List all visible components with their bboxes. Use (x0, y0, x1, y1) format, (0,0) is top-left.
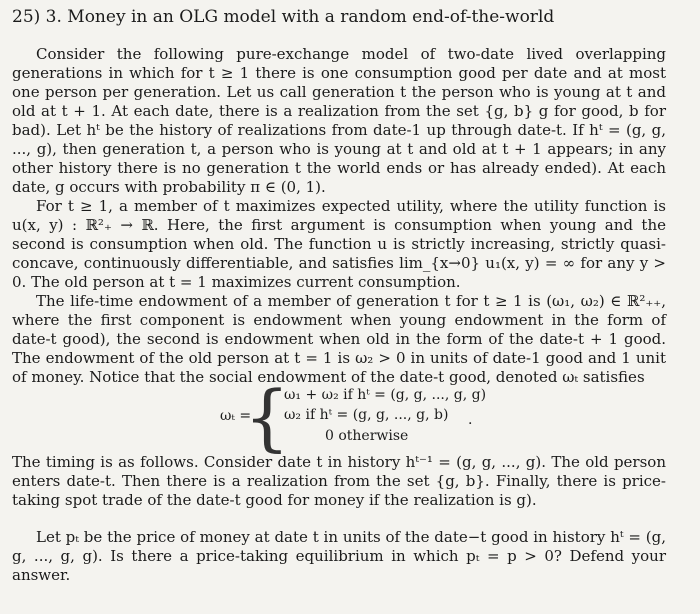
left-brace: { (244, 375, 290, 459)
equation-case-3: 0 otherwise (325, 428, 409, 444)
paragraph-timing: The timing is as follows. Consider date t in history hᵗ⁻¹ = (g, g, ..., g). The old person enters date-t. Then there is a realization from the set {g, b}. Finally, there is price-taking spot trade of the date-t good for money if the realization is g). (12, 453, 666, 509)
equation-case-1: ω₁ + ω₂ if hᵗ = (g, g, ..., g, g) (284, 387, 487, 403)
problem-title: 25) 3. Money in an OLG model with a random end-of-the-world (12, 7, 555, 27)
paragraph-model-setup: Consider the following pure-exchange model of two-date lived overlapping generations in which for t ≥ 1 there is one consumption good per date and at most one person per generation. Let us call generation t the person who is young at t and old at t + 1. At each date, there is a realization from the set {g, b} g for good, b for bad). Let hᵗ be the history of realizations from date-1 up through date-t. If hᵗ = (g, g, ..., g), then generation t, a person who is young at t and old at t + 1 appears; in any other history there is no generation t the world ends or has already ended). At each date, g occurs with probability π ∈ (0, 1). (12, 45, 666, 196)
equation-lhs: ωₜ = (220, 408, 252, 424)
equation-period: . (468, 412, 473, 428)
paragraph-endowment: The life-time endowment of a member of generation t for t ≥ 1 is (ω₁, ω₂) ∈ ℝ²₊₊, where the first component is endowment when young endowment in the form of date-t good), the second is endowment when old in the form of the date-t + 1 good. The endowment of the old person at t = 1 is ω₂ > 0 in units of date-1 good and 1 unit of money. Notice that the social endowment of the date-t good, denoted ωₜ satisfies (12, 292, 666, 386)
equation-case-2: ω₂ if hᵗ = (g, g, ..., g, b) (284, 407, 449, 423)
paragraph-question: Let pₜ be the price of money at date t in units of the date−t good in history hᵗ = (g, g, ..., g, g). Is there a price-taking equilibrium in which pₜ = p > 0? Defend your answer. (12, 528, 666, 584)
endowment-equation (12, 375, 666, 459)
paragraph-utility: For t ≥ 1, a member of t maximizes expected utility, where the utility function is u(x, y) : ℝ²₊ → ℝ. Here, the first argument is consumption when young and the second is consumption when old. The function u is strictly increasing, strictly quasi-concave, continuously differentiable, and satisfies lim_{x→0} u₁(x, y) = ∞ for any y > 0. The old person at t = 1 maximizes current consumption. (12, 197, 666, 291)
